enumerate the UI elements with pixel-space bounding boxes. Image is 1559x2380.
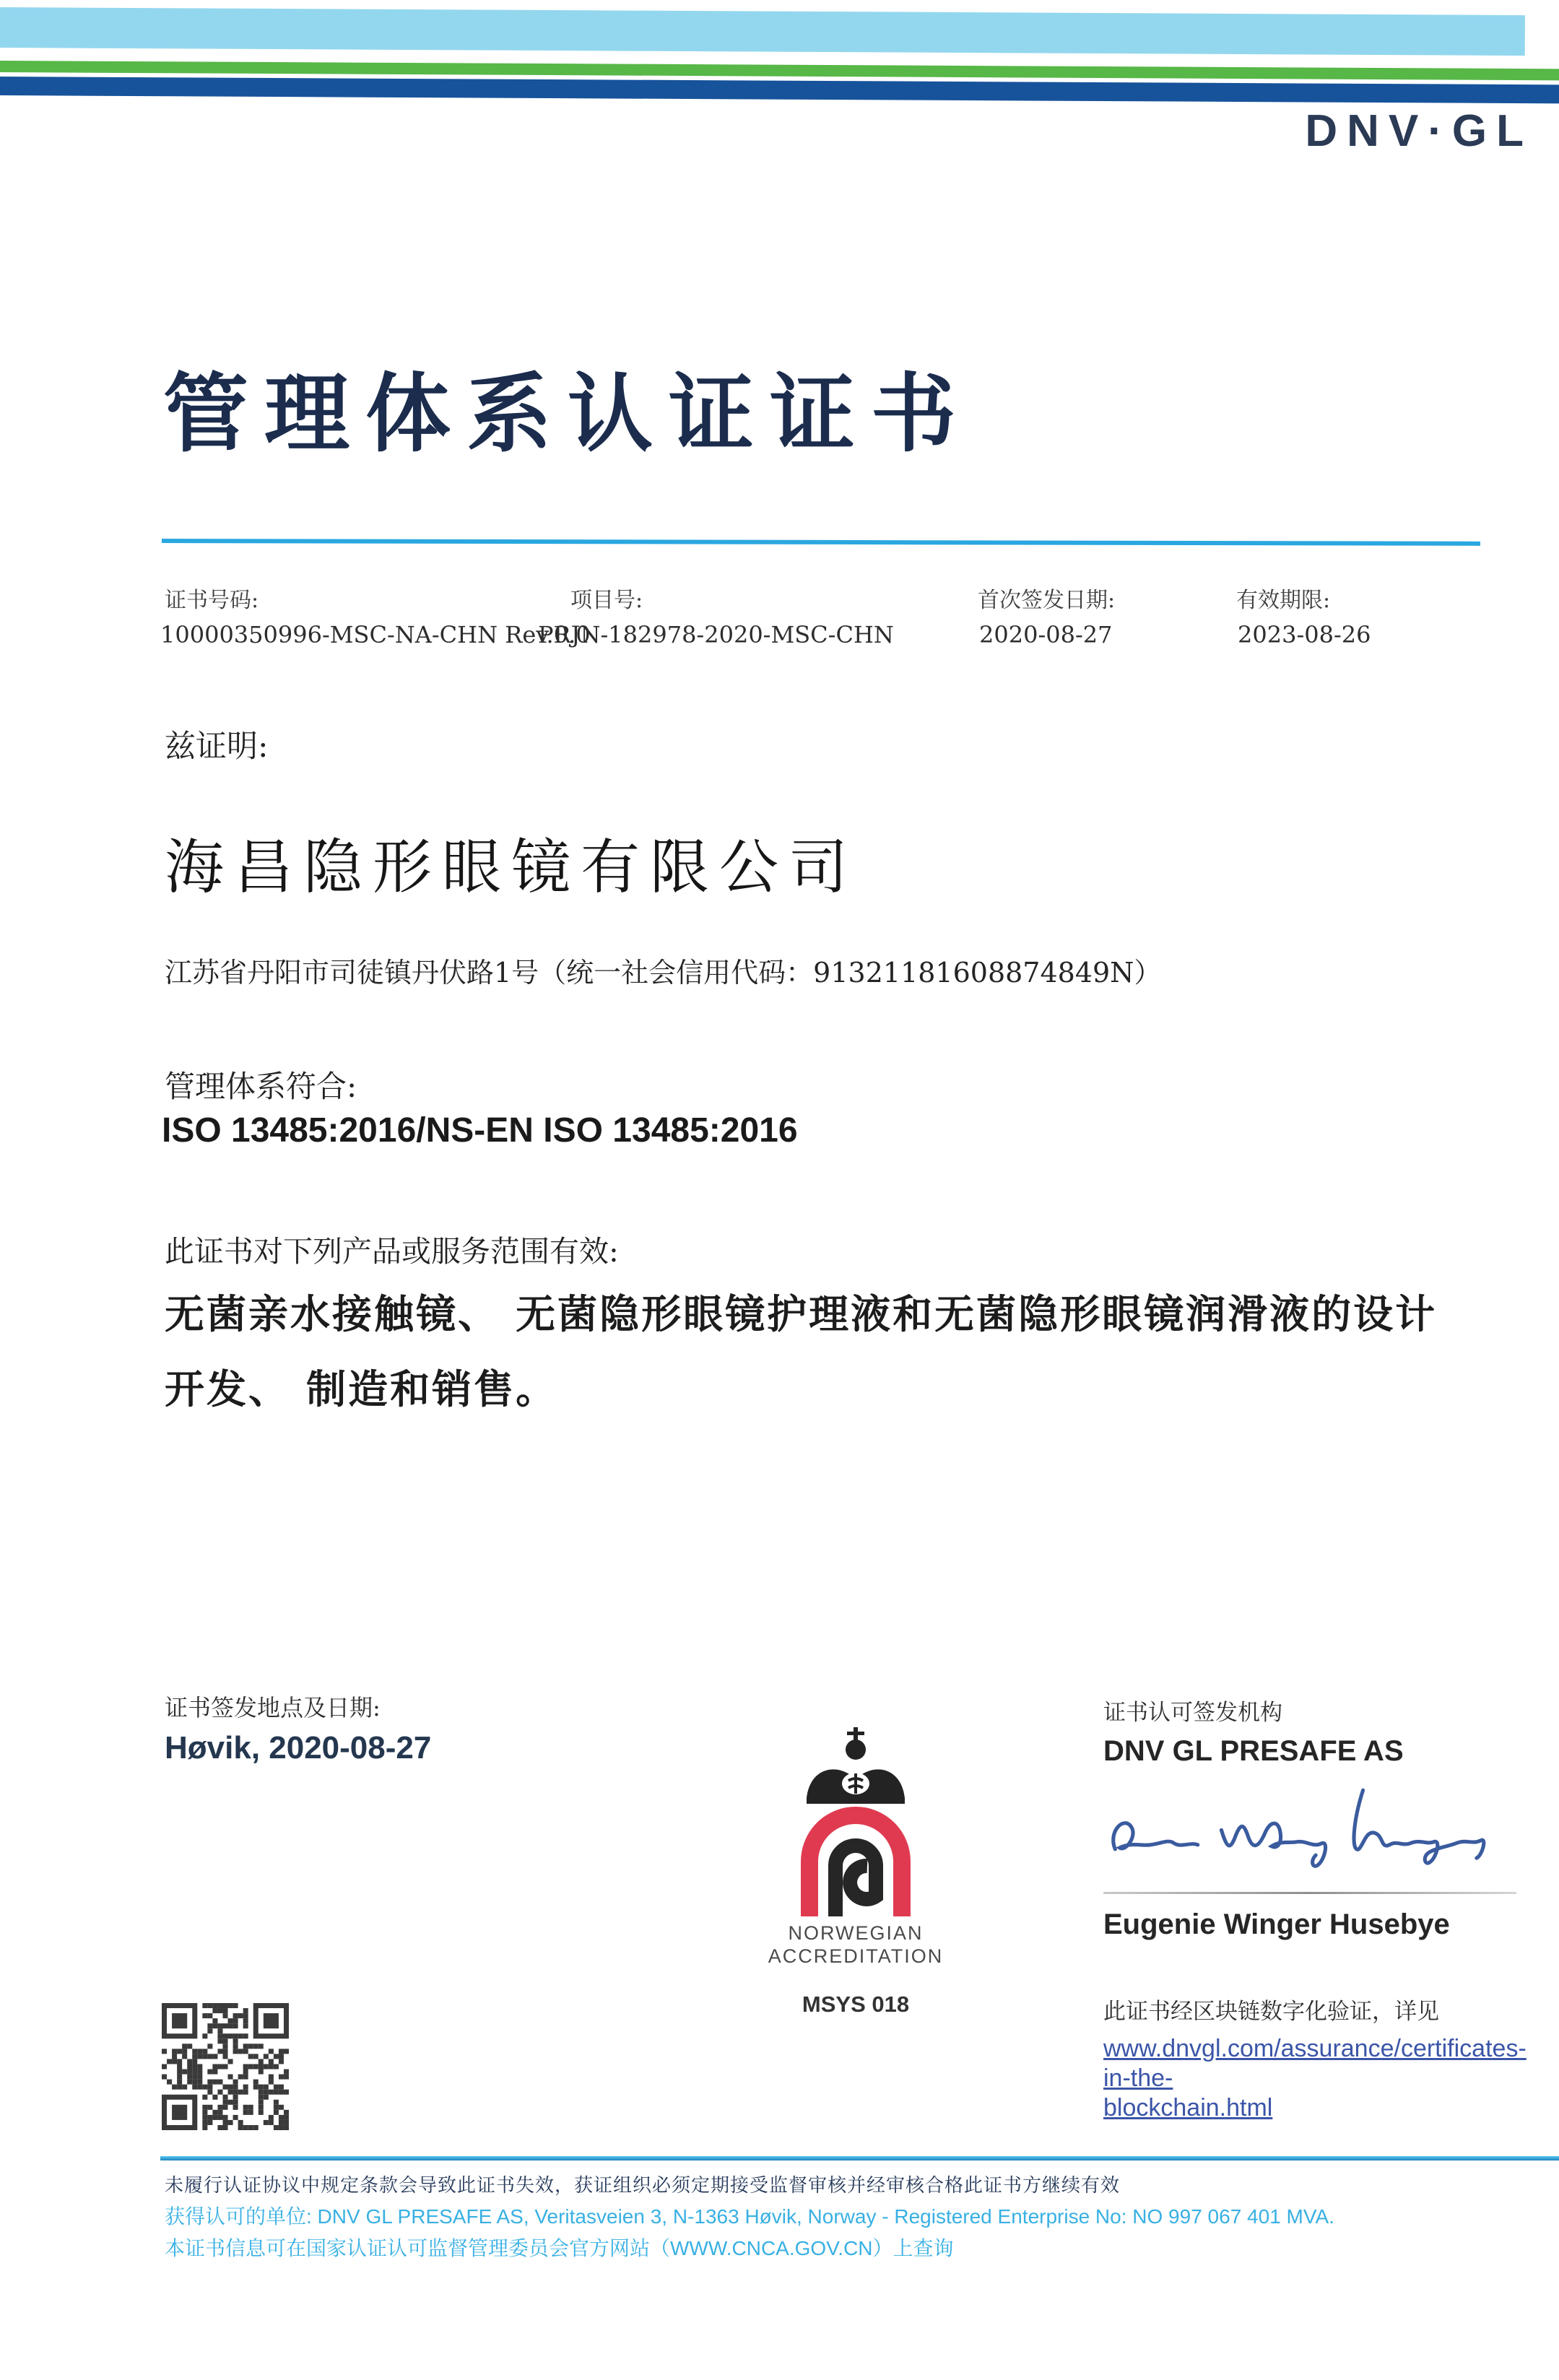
qr-code <box>162 2003 289 2130</box>
blockchain-link-line2: blockchain.html <box>1103 2093 1273 2121</box>
signer-name: Eugenie Winger Husebye <box>1103 1908 1450 1940</box>
issuer-block <box>1103 1694 1516 1941</box>
certify-label: 兹证明: <box>165 729 269 765</box>
project-number-value: PRJN-182978-2020-MSC-CHN <box>538 621 894 648</box>
page-title: 管理体系认证证书 <box>163 363 973 464</box>
blockchain-note: 此证书经区块链数字化验证，详见 <box>1103 1999 1439 2025</box>
project-number-label: 项目号: <box>570 588 643 613</box>
company-address: 江苏省丹阳市司徒镇丹伏路1号（统一社会信用代码：91321181608874849N） <box>165 957 1162 989</box>
issuer-label: 证书认可签发机构 <box>1103 1700 1282 1726</box>
dnv-gl-logo: DNV·GL <box>1305 106 1533 156</box>
standard-name: ISO 13485:2016/NS-EN ISO 13485:2016 <box>162 1111 798 1150</box>
signature-divider <box>1103 1892 1516 1894</box>
norwegian-accreditation-block <box>757 1726 955 2018</box>
norwegian-accreditation-icon <box>794 1726 917 1922</box>
issuer-name: DNV GL PRESAFE AS <box>1103 1735 1404 1767</box>
banner-stripe-light-blue <box>0 7 1525 56</box>
scope-text-line2: 开发、 制造和销售。 <box>165 1365 558 1412</box>
accreditation-name-line1: NORWEGIAN <box>788 1922 924 1944</box>
first-issue-value: 2020-08-27 <box>979 621 1113 648</box>
valid-until-value: 2023-08-26 <box>1238 621 1371 648</box>
first-issue-label: 首次签发日期: <box>978 588 1116 613</box>
signature-icon <box>1103 1778 1516 1892</box>
footer-disclaimer: 未履行认证协议中规定条款会导致此证书失效，获证组织必须定期接受监督审核并经审核合格此证书方继续有效 <box>165 2175 1121 2197</box>
cert-number-label: 证书号码: <box>165 588 259 613</box>
issue-place-value: Høvik, 2020-08-27 <box>165 1730 432 1766</box>
footer-divider <box>160 2156 1559 2160</box>
blockchain-block <box>1103 1993 1537 2122</box>
issue-place-label: 证书签发地点及日期: <box>165 1694 381 1721</box>
accreditation-name-line2: ACCREDITATION <box>768 1945 944 1967</box>
scope-text-line1: 无菌亲水接触镜、 无菌隐形眼镜护理液和无菌隐形眼镜润滑液的设计 <box>165 1290 1438 1337</box>
valid-until-label: 有效期限: <box>1236 588 1331 613</box>
title-divider <box>162 539 1480 546</box>
blockchain-link[interactable] <box>1103 2034 1537 2122</box>
scope-label: 此证书对下列产品或服务范围有效: <box>165 1234 619 1269</box>
footer-accredited-unit: 获得认可的单位: DNV GL PRESAFE AS, Veritasveien 3, N-1363 Høvik, Norway - Registered Enterprise No: NO 997 067 401 MVA. <box>165 2205 1334 2228</box>
accreditation-code: MSYS 018 <box>802 1991 910 2017</box>
system-conformity-label: 管理体系符合: <box>165 1069 357 1104</box>
banner-stripe-dark-blue <box>0 77 1559 103</box>
company-name: 海昌隐形眼镜有限公司 <box>165 833 859 902</box>
footer-cnca-note: 本证书信息可在国家认证认可监督管理委员会官方网站（WWW.CNCA.GOV.CN）上查询 <box>165 2237 954 2259</box>
cert-number-value: 10000350996-MSC-NA-CHN Rev.0.0 <box>160 621 591 648</box>
blockchain-link-line1: www.dnvgl.com/assurance/certificates-in-the- <box>1103 2035 1527 2092</box>
